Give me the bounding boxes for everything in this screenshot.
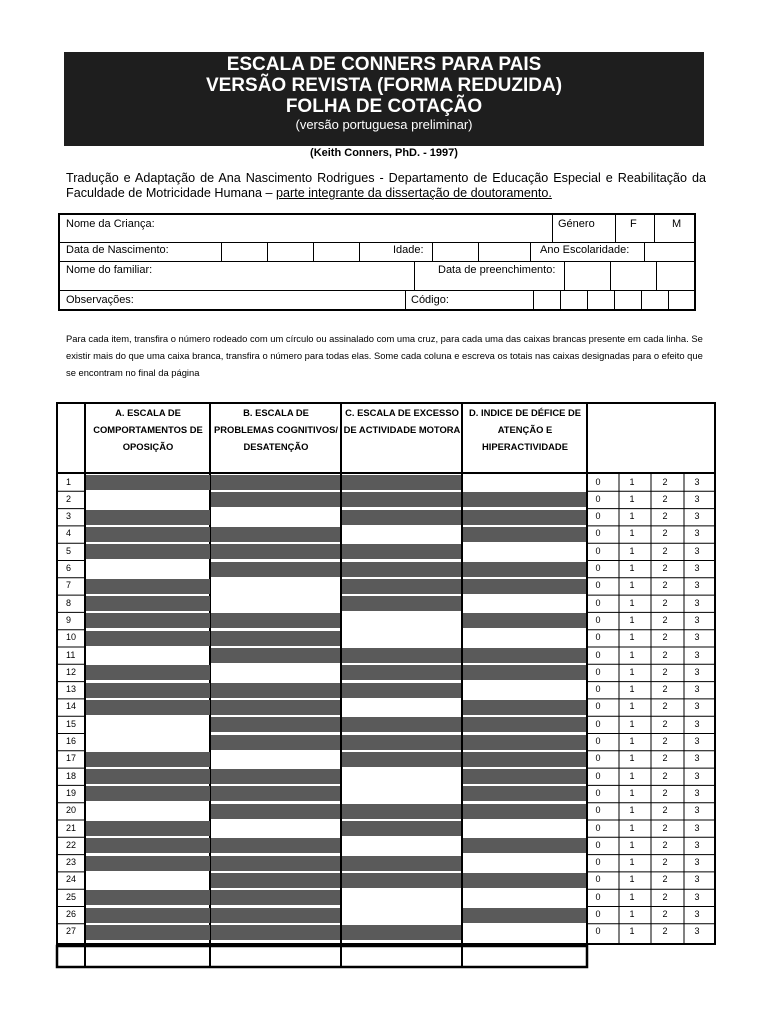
shaded-cell — [342, 752, 461, 767]
shaded-cell — [463, 717, 586, 732]
score-option[interactable]: 1 — [629, 563, 635, 573]
row-number: 3 — [66, 511, 72, 522]
shaded-cell — [342, 579, 461, 594]
score-option[interactable]: 3 — [694, 891, 700, 902]
score-option[interactable]: 3 — [694, 614, 700, 625]
score-option[interactable]: 2 — [662, 493, 668, 504]
score-option[interactable]: 3 — [694, 493, 700, 504]
score-option[interactable]: 2 — [662, 822, 668, 833]
shaded-cell — [342, 717, 461, 732]
shaded-cell — [342, 683, 461, 698]
score-option[interactable]: 0 — [595, 909, 601, 919]
shaded-cell — [86, 613, 210, 628]
shaded-cell — [211, 562, 340, 577]
score-option[interactable]: 2 — [662, 580, 668, 591]
author-credit: (Keith Conners, PhD. - 1997) — [310, 147, 458, 159]
row-number: 11 — [66, 649, 76, 660]
score-option[interactable]: 3 — [694, 666, 700, 677]
shaded-cell — [342, 475, 461, 490]
shaded-cell — [86, 838, 210, 853]
shaded-cell — [463, 648, 586, 663]
shaded-cell — [211, 492, 340, 507]
shaded-cell — [86, 527, 210, 542]
shaded-cell — [211, 890, 340, 905]
title-line-3: FOLHA DE COTAÇÃO — [285, 96, 483, 117]
row-number: 19 — [66, 787, 77, 798]
shaded-cell — [211, 475, 340, 490]
fill-date-label: Data de preenchimento: — [438, 264, 556, 276]
score-option[interactable]: 2 — [662, 528, 668, 539]
score-option[interactable]: 0 — [595, 805, 601, 816]
score-option[interactable]: 2 — [662, 718, 668, 729]
score-option[interactable]: 1 — [629, 753, 635, 764]
score-option[interactable]: 3 — [694, 684, 700, 695]
score-option[interactable]: 3 — [694, 770, 700, 781]
score-option[interactable]: 2 — [662, 597, 668, 608]
score-option[interactable]: 0 — [595, 787, 601, 798]
row-number: 24 — [66, 874, 77, 885]
shaded-cell — [463, 804, 586, 819]
row-number: 4 — [66, 528, 72, 539]
shaded-cell — [86, 821, 210, 836]
row-number: 15 — [66, 718, 77, 729]
score-option[interactable]: 1 — [629, 632, 635, 643]
score-option[interactable]: 2 — [662, 563, 668, 573]
score-option[interactable]: 1 — [629, 666, 635, 677]
score-option[interactable]: 2 — [662, 736, 668, 746]
score-option[interactable]: 2 — [662, 666, 668, 677]
shaded-cell — [211, 856, 340, 871]
score-option[interactable]: 1 — [629, 926, 635, 937]
shaded-cell — [463, 613, 586, 628]
score-option[interactable]: 3 — [694, 736, 700, 746]
row-number: 20 — [66, 805, 77, 816]
score-option[interactable]: 1 — [629, 857, 635, 868]
score-option[interactable]: 0 — [595, 770, 601, 781]
shaded-cell — [342, 665, 461, 680]
score-option[interactable]: 2 — [662, 857, 668, 868]
score-option[interactable]: 3 — [694, 476, 700, 487]
score-option[interactable]: 0 — [595, 753, 601, 764]
shaded-cell — [463, 786, 586, 801]
intro-text: Tradução e Adaptação de Ana Nascimento Rodrigues - Departamento de Educação Especial e Reabilitação da Faculdade de Motricidade Humana – — [66, 171, 706, 200]
shaded-cell — [463, 873, 586, 888]
shaded-cell — [211, 527, 340, 542]
row-number: 26 — [66, 909, 77, 919]
score-option[interactable]: 2 — [662, 909, 668, 919]
row-number: 27 — [66, 926, 77, 937]
score-option[interactable]: 1 — [629, 528, 635, 539]
score-option[interactable]: 3 — [694, 805, 700, 816]
score-option[interactable]: 1 — [629, 787, 635, 798]
shaded-cell — [86, 579, 210, 594]
shaded-cell — [86, 544, 210, 559]
score-option[interactable]: 0 — [595, 736, 601, 746]
shaded-cell — [463, 838, 586, 853]
child-name-label: Nome da Criança: — [66, 218, 155, 230]
score-option[interactable]: 0 — [595, 563, 601, 573]
column-header-b: B. ESCALA DE PROBLEMAS COGNITIVOS/ DESATENÇÃO — [214, 407, 338, 452]
shaded-cell — [211, 631, 340, 646]
score-option[interactable]: 3 — [694, 926, 700, 937]
score-option[interactable]: 1 — [629, 684, 635, 695]
score-option[interactable]: 2 — [662, 805, 668, 816]
shaded-cell — [211, 786, 340, 801]
shaded-cell — [86, 475, 210, 490]
shaded-cell — [463, 492, 586, 507]
row-number: 14 — [66, 701, 77, 712]
score-option[interactable]: 1 — [629, 597, 635, 608]
score-option[interactable]: 3 — [694, 632, 700, 643]
shaded-cell — [211, 735, 340, 750]
shaded-cell — [342, 735, 461, 750]
shaded-cell — [463, 665, 586, 680]
score-option[interactable]: 0 — [595, 476, 601, 487]
shaded-cell — [463, 908, 586, 923]
row-number: 10 — [66, 632, 77, 643]
shaded-cell — [86, 908, 210, 923]
shaded-cell — [86, 769, 210, 784]
row-number: 17 — [66, 753, 77, 764]
score-option[interactable]: 0 — [595, 822, 601, 833]
shaded-cell — [86, 665, 210, 680]
shaded-cell — [463, 510, 586, 525]
score-option[interactable]: 1 — [629, 476, 635, 487]
score-option[interactable]: 3 — [694, 563, 700, 573]
score-option[interactable]: 1 — [629, 770, 635, 781]
shaded-cell — [342, 925, 461, 940]
score-option[interactable]: 0 — [595, 580, 601, 591]
shaded-cell — [342, 856, 461, 871]
score-option[interactable]: 0 — [595, 493, 601, 504]
score-option[interactable]: 0 — [595, 511, 601, 522]
score-option[interactable]: 3 — [694, 822, 700, 833]
shaded-cell — [211, 873, 340, 888]
score-option[interactable]: 2 — [662, 891, 668, 902]
score-option[interactable]: 1 — [629, 718, 635, 729]
shaded-cell — [86, 786, 210, 801]
instructions: Para cada item, transfira o número rodeado com um círculo ou assinalado com uma cruz, para cada uma das caixas brancas presente em cada linha. Se existir mais do que uma caixa branca, transfira o número para todas elas. Some cada coluna e escreva os totais nas caixas designadas para o efeito que se encontram no final da página — [66, 333, 703, 378]
gender-m-label[interactable]: M — [672, 218, 682, 230]
row-number: 23 — [66, 857, 77, 868]
row-number: 8 — [66, 597, 72, 608]
score-option[interactable]: 3 — [694, 874, 700, 885]
score-option[interactable]: 2 — [662, 874, 668, 885]
score-option[interactable]: 0 — [595, 874, 601, 885]
score-option[interactable]: 0 — [595, 614, 601, 625]
shaded-cell — [86, 925, 210, 940]
shaded-cell — [86, 752, 210, 767]
shaded-cell — [342, 873, 461, 888]
shaded-cell — [463, 735, 586, 750]
score-option[interactable]: 0 — [595, 839, 601, 850]
gender-f-label[interactable]: F — [630, 218, 637, 230]
gender-label: Género — [558, 218, 595, 230]
score-option[interactable]: 3 — [694, 718, 700, 729]
shaded-cell — [211, 838, 340, 853]
shaded-cell — [211, 544, 340, 559]
code-label: Código: — [411, 294, 449, 306]
shaded-cell — [86, 596, 210, 611]
shaded-cell — [211, 648, 340, 663]
score-option[interactable]: 1 — [629, 822, 635, 833]
shaded-cell — [211, 804, 340, 819]
shaded-cell — [342, 821, 461, 836]
score-option[interactable]: 2 — [662, 632, 668, 643]
shaded-cell — [342, 596, 461, 611]
score-option[interactable]: 3 — [694, 857, 700, 868]
shaded-cell — [211, 613, 340, 628]
score-option[interactable]: 2 — [662, 926, 668, 937]
score-option[interactable]: 2 — [662, 684, 668, 695]
score-option[interactable]: 1 — [629, 736, 635, 746]
shaded-cell — [342, 492, 461, 507]
score-option[interactable]: 0 — [595, 926, 601, 937]
score-option[interactable]: 0 — [595, 718, 601, 729]
score-option[interactable]: 3 — [694, 649, 700, 660]
score-option[interactable]: 2 — [662, 753, 668, 764]
score-option[interactable]: 0 — [595, 649, 601, 660]
score-option[interactable]: 1 — [629, 909, 635, 919]
score-option[interactable]: 3 — [694, 511, 700, 522]
score-option[interactable]: 1 — [629, 701, 635, 712]
shaded-cell — [86, 890, 210, 905]
shaded-cell — [211, 925, 340, 940]
score-option[interactable]: 2 — [662, 770, 668, 781]
shaded-cell — [86, 631, 210, 646]
score-option[interactable]: 3 — [694, 753, 700, 764]
score-option[interactable]: 1 — [629, 545, 635, 556]
row-number: 13 — [66, 684, 77, 695]
row-number: 12 — [66, 666, 77, 677]
shaded-cell — [463, 527, 586, 542]
score-option[interactable]: 3 — [694, 597, 700, 608]
observations-label: Observações: — [66, 294, 134, 306]
column-header-c: C. ESCALA DE EXCESSO DE ACTIVIDADE MOTORA — [343, 407, 461, 435]
shaded-cell — [463, 769, 586, 784]
row-number: 22 — [66, 839, 77, 850]
shaded-cell — [342, 544, 461, 559]
score-option[interactable]: 1 — [629, 614, 635, 625]
age-label: Idade: — [393, 244, 424, 256]
school-year-label: Ano Escolaridade: — [540, 244, 630, 256]
score-option[interactable]: 2 — [662, 511, 668, 522]
shaded-cell — [86, 700, 210, 715]
score-option[interactable]: 1 — [629, 580, 635, 591]
shaded-cell — [211, 717, 340, 732]
shaded-cell — [86, 510, 210, 525]
score-option[interactable]: 2 — [662, 787, 668, 798]
shaded-cell — [342, 804, 461, 819]
row-number: 5 — [66, 545, 72, 556]
shaded-cell — [463, 562, 586, 577]
shaded-cell — [211, 683, 340, 698]
row-number: 9 — [66, 614, 72, 625]
score-option[interactable]: 0 — [595, 857, 601, 868]
score-option[interactable]: 2 — [662, 614, 668, 625]
score-option[interactable]: 0 — [595, 684, 601, 695]
score-option[interactable]: 0 — [595, 597, 601, 608]
score-option[interactable]: 1 — [629, 805, 635, 816]
score-option[interactable]: 1 — [629, 874, 635, 885]
row-number: 16 — [66, 736, 77, 746]
score-option[interactable]: 0 — [595, 891, 601, 902]
shaded-cell — [211, 908, 340, 923]
row-number: 7 — [66, 580, 72, 591]
shaded-cell — [211, 700, 340, 715]
shaded-cell — [86, 856, 210, 871]
row-number: 2 — [66, 493, 72, 504]
shaded-cell — [463, 579, 586, 594]
shaded-cell — [463, 700, 586, 715]
score-option[interactable]: 2 — [662, 649, 668, 660]
row-number: 18 — [66, 770, 77, 781]
score-option[interactable]: 3 — [694, 528, 700, 539]
shaded-cell — [342, 562, 461, 577]
score-option[interactable]: 0 — [595, 701, 601, 712]
score-option[interactable]: 0 — [595, 545, 601, 556]
score-option[interactable]: 2 — [662, 545, 668, 556]
score-option[interactable]: 3 — [694, 580, 700, 591]
score-option[interactable]: 0 — [595, 528, 601, 539]
score-option[interactable]: 2 — [662, 839, 668, 850]
score-option[interactable]: 3 — [694, 545, 700, 556]
row-number: 1 — [66, 476, 72, 487]
subtitle: (versão portuguesa preliminar) — [295, 117, 473, 132]
row-number: 25 — [66, 891, 77, 902]
score-option[interactable]: 1 — [629, 891, 635, 902]
column-header-a: A. ESCALA DE COMPORTAMENTOS DE OPOSIÇÃO — [93, 407, 203, 452]
score-option[interactable]: 3 — [694, 839, 700, 850]
shaded-cell — [342, 510, 461, 525]
score-option[interactable]: 1 — [629, 839, 635, 850]
score-option[interactable]: 3 — [694, 701, 700, 712]
score-option[interactable]: 3 — [694, 787, 700, 798]
score-option[interactable]: 1 — [629, 649, 635, 660]
birth-date-label: Data de Nascimento: — [66, 244, 169, 256]
score-option[interactable]: 1 — [629, 511, 635, 522]
intro-underlined: parte integrante da dissertação de doutoramento. — [276, 186, 552, 200]
shaded-cell — [86, 683, 210, 698]
score-option[interactable]: 2 — [662, 701, 668, 712]
shaded-cell — [211, 769, 340, 784]
title-line-2: VERSÃO REVISTA (FORMA REDUZIDA) — [205, 75, 563, 96]
score-option[interactable]: 0 — [595, 666, 601, 677]
score-option[interactable]: 0 — [595, 632, 601, 643]
title-line-1: ESCALA DE CONNERS PARA PAIS — [226, 54, 542, 75]
shaded-cell — [463, 752, 586, 767]
score-option[interactable]: 2 — [662, 476, 668, 487]
row-number: 21 — [66, 822, 77, 833]
shaded-cell — [342, 648, 461, 663]
score-option[interactable]: 3 — [694, 909, 700, 919]
row-number: 6 — [66, 563, 72, 573]
score-option[interactable]: 1 — [629, 493, 635, 504]
relative-name-label: Nome do familiar: — [66, 264, 153, 276]
column-header-d: D. INDICE DE DÉFICE DE ATENÇÃO E HIPERACTIVIDADE — [469, 407, 581, 452]
